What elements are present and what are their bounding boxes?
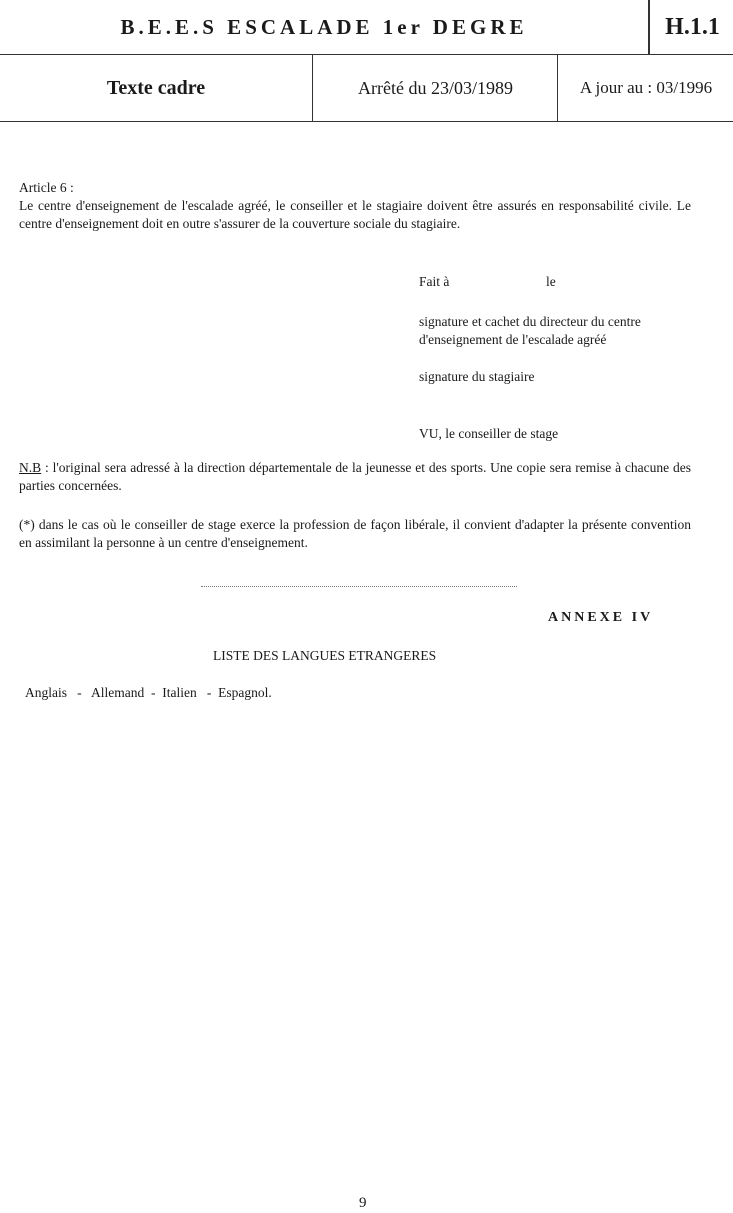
languages-list-title: LISTE DES LANGUES ETRANGERES — [213, 648, 437, 663]
fait-a-line — [419, 273, 556, 291]
le-label: le — [546, 274, 556, 289]
annexe-title: ANNEXE IV — [548, 610, 654, 625]
director-signature-label: signature et cachet du directeur du centre d'enseignement de l'escalade agréé — [419, 314, 641, 347]
languages-list: Anglais - Allemand - Italien - Espagnol. — [25, 685, 272, 700]
document-type: Texte cadre — [106, 76, 206, 99]
header-top-row — [0, 0, 733, 55]
nb-note — [19, 459, 691, 495]
footnote-star: (*) dans le cas où le conseiller de stage exerce la profession de façon libérale, il convient d'adapter la présente convention en assimilant la personne à un centre d'enseignement. — [19, 517, 691, 550]
nb-label: N.B — [19, 460, 42, 475]
dotted-separator — [201, 586, 517, 587]
document-title: B.E.E.S ESCALADE 1er DEGRE — [120, 14, 528, 39]
nb-text: : l'original sera adressé à la direction départementale de la jeunesse et des sports. Une copie sera remise à chacune des parties concernées. — [19, 460, 691, 493]
header-info-row — [0, 55, 733, 122]
page-number: 9 — [359, 1195, 367, 1211]
arrete-date: Arrêté du 23/03/1989 — [312, 55, 558, 121]
stagiaire-signature-label: signature du stagiaire — [419, 369, 535, 384]
document-code: H.1.1 — [648, 0, 733, 54]
update-date: A jour au : 03/1996 — [557, 55, 733, 121]
article-body: Le centre d'enseignement de l'escalade agréé, le conseiller et le stagiaire doivent être assurés en responsabilité civile. Le centre d'enseignement doit en outre s'assurer de la couverture sociale du stagiaire. — [19, 198, 691, 231]
conseiller-signature-label: VU, le conseiller de stage — [419, 426, 559, 441]
fait-a-label: Fait à — [419, 274, 450, 289]
article-title: Article 6 : — [19, 180, 74, 195]
